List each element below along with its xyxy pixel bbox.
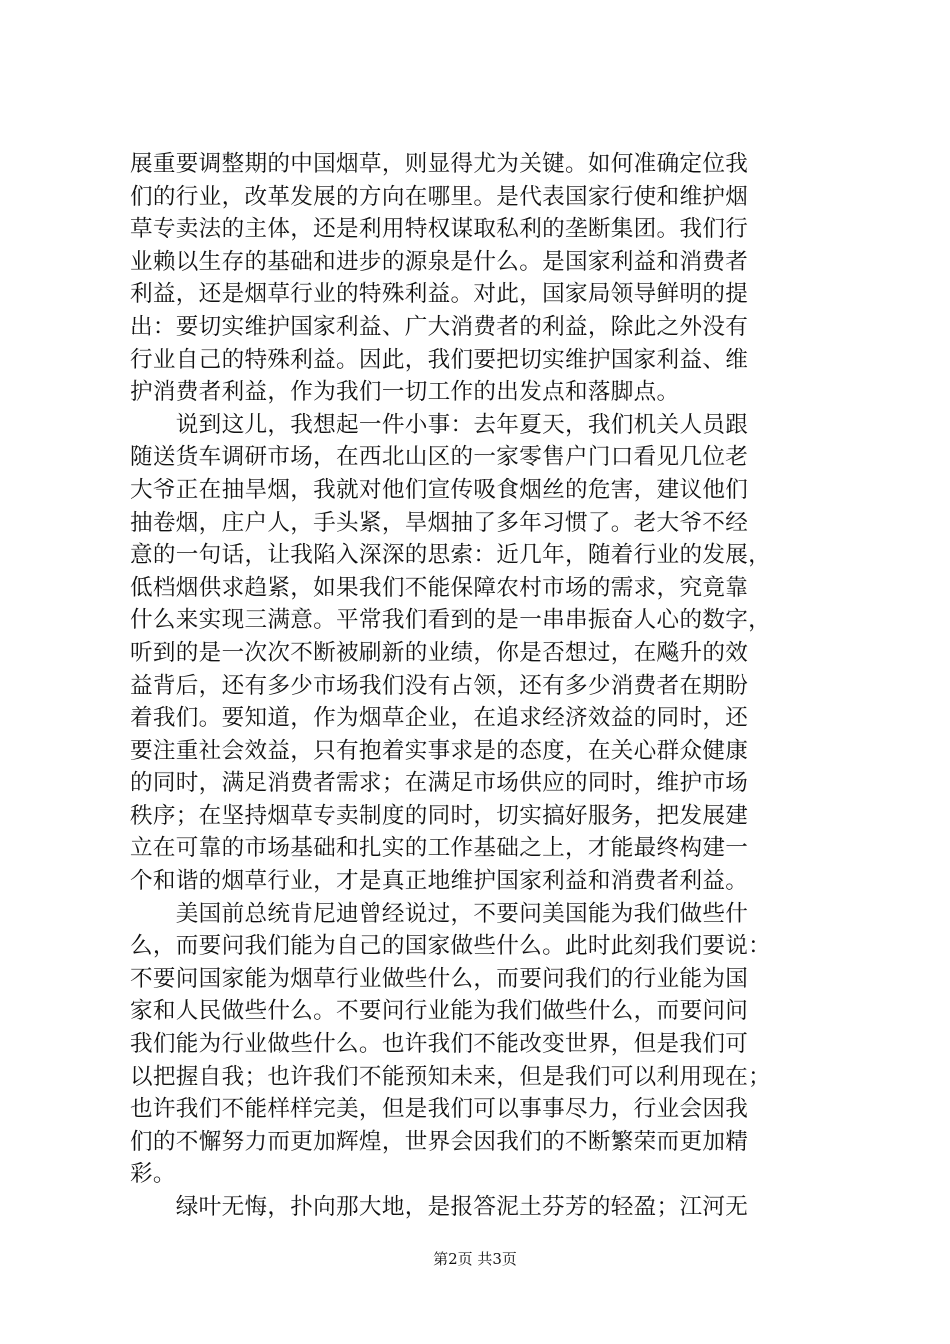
text-line: 立在可靠的市场基础和扎实的工作基础之上，才能最终构建一: [130, 835, 749, 862]
text-line: 个和谐的烟草行业，才是真正地维护国家利益和消费者利益。: [130, 868, 749, 895]
text-line: 们的不懈努力而更加辉煌，世界会因我们的不断繁荣而更加精: [130, 1128, 749, 1155]
text-line: 利益，还是烟草行业的特殊利益。对此，国家局领导鲜明的提: [130, 281, 749, 308]
text-line: 绿叶无悔，扑向那大地，是报答泥土芬芳的轻盈；江河无: [130, 1194, 749, 1220]
text-line: 说到这儿，我想起一件小事：去年夏天，我们机关人员跟: [130, 411, 749, 438]
text-line: 以把握自我；也许我们不能预知未来，但是我们可以利用现在；: [130, 1063, 772, 1090]
text-line: 也许我们不能样样完美，但是我们可以事事尽力，行业会因我: [130, 1096, 749, 1123]
text-line: 不要问国家能为烟草行业做些什么，而要问我们的行业能为国: [130, 965, 749, 992]
text-line: 益背后，还有多少市场我们没有占领，还有多少消费者在期盼: [130, 672, 749, 699]
text-line: 听到的是一次次不断被刷新的业绩，你是否想过，在飚升的效: [130, 639, 749, 666]
text-line: 们的行业，改革发展的方向在哪里。是代表国家行使和维护烟: [130, 183, 749, 210]
text-line: 的同时，满足消费者需求；在满足市场供应的同时，维护市场: [130, 770, 749, 797]
text-line: 要注重社会效益，只有抱着实事求是的态度，在关心群众健康: [130, 737, 749, 764]
text-line: 美国前总统肯尼迪曾经说过，不要问美国能为我们做些什: [130, 900, 749, 927]
text-line: 我们能为行业做些什么。也许我们不能改变世界，但是我们可: [130, 1031, 749, 1058]
text-line: 着我们。要知道，作为烟草企业，在追求经济效益的同时，还: [130, 705, 749, 732]
text-line: 护消费者利益，作为我们一切工作的出发点和落脚点。: [130, 379, 680, 406]
text-line: 业赖以生存的基础和进步的源泉是什么。是国家利益和消费者: [130, 248, 749, 275]
text-line: 么，而要问我们能为自己的国家做些什么。此时此刻我们要说：: [130, 933, 772, 960]
text-line: 行业自己的特殊利益。因此，我们要把切实维护国家利益、维: [130, 346, 749, 373]
text-line: 草专卖法的主体，还是利用特权谋取私利的垄断集团。我们行: [130, 216, 749, 243]
text-line: 低档烟供求趋紧，如果我们不能保障农村市场的需求，究竟靠: [130, 574, 749, 601]
text-line: 什么来实现三满意。平常我们看到的是一串串振奋人心的数字，: [130, 607, 772, 634]
text-line: 意的一句话，让我陷入深深的思索：近几年，随着行业的发展，: [130, 542, 772, 569]
text-line: 彩。: [130, 1161, 176, 1188]
text-line: 随送货车调研市场，在西北山区的一家零售户门口看见几位老: [130, 444, 749, 471]
text-line: 秩序；在坚持烟草专卖制度的同时，切实搞好服务，把发展建: [130, 802, 749, 829]
document-body: [130, 148, 820, 1224]
text-line: 大爷正在抽旱烟，我就对他们宣传吸食烟丝的危害，建议他们: [130, 476, 749, 503]
text-line: 抽卷烟，庄户人，手头紧，旱烟抽了多年习惯了。老大爷不经: [130, 509, 749, 536]
text-line: 出：要切实维护国家利益、广大消费者的利益，除此之外没有: [130, 313, 749, 340]
page-number-footer: 第2页 共3页: [433, 1250, 517, 1268]
text-line: 展重要调整期的中国烟草，则显得尤为关键。如何准确定位我: [130, 151, 749, 177]
text-line: 家和人民做些什么。不要问行业能为我们做些什么，而要问问: [130, 998, 749, 1025]
